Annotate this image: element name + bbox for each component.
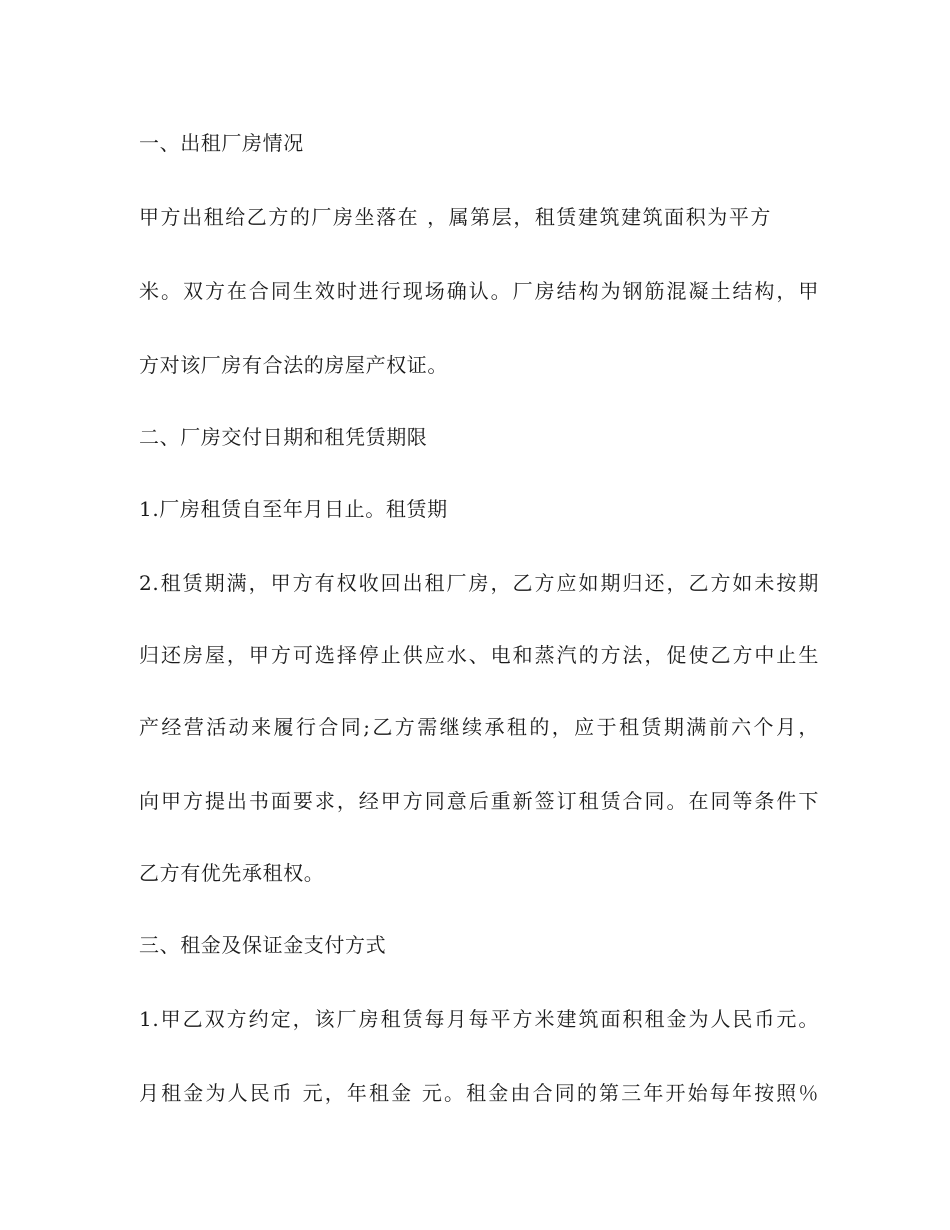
paragraph-line: 2.租赁期满，甲方有权收回出租厂房，乙方应如期归还，乙方如未按期 — [139, 571, 819, 595]
paragraph-line: 甲方出租给乙方的厂房坐落在 ，属第层，租赁建筑建筑面积为平方 — [139, 205, 771, 229]
paragraph-line: 米。双方在合同生效时进行现场确认。厂房结构为钢筋混凝土结构，甲 — [139, 279, 819, 303]
section-heading-2: 二、厂房交付日期和租凭赁期限 — [139, 425, 428, 449]
paragraph-line: 1.甲乙双方约定，该厂房租赁每月每平方米建筑面积租金为人民币元。 — [139, 1007, 819, 1031]
paragraph-line: 乙方有优先承租权。 — [139, 861, 325, 885]
section-heading-3: 三、租金及保证金支付方式 — [139, 933, 387, 957]
paragraph-line: 向甲方提出书面要求，经甲方同意后重新签订租赁合同。在同等条件下 — [139, 789, 819, 813]
paragraph-line: 1.厂房租赁自至年月日止。租赁期 — [139, 497, 448, 521]
section-heading-1: 一、出租厂房情况 — [139, 131, 304, 155]
paragraph-line: 产经营活动来履行合同;乙方需继续承租的，应于租赁期满前六个月， — [139, 715, 819, 739]
paragraph-line: 归还房屋，甲方可选择停止供应水、电和蒸汽的方法，促使乙方中止生 — [139, 643, 819, 667]
paragraph-line: 月租金为人民币 元，年租金 元。租金由合同的第三年开始每年按照％ — [139, 1081, 819, 1105]
paragraph-line: 方对该厂房有合法的房屋产权证。 — [139, 353, 448, 377]
